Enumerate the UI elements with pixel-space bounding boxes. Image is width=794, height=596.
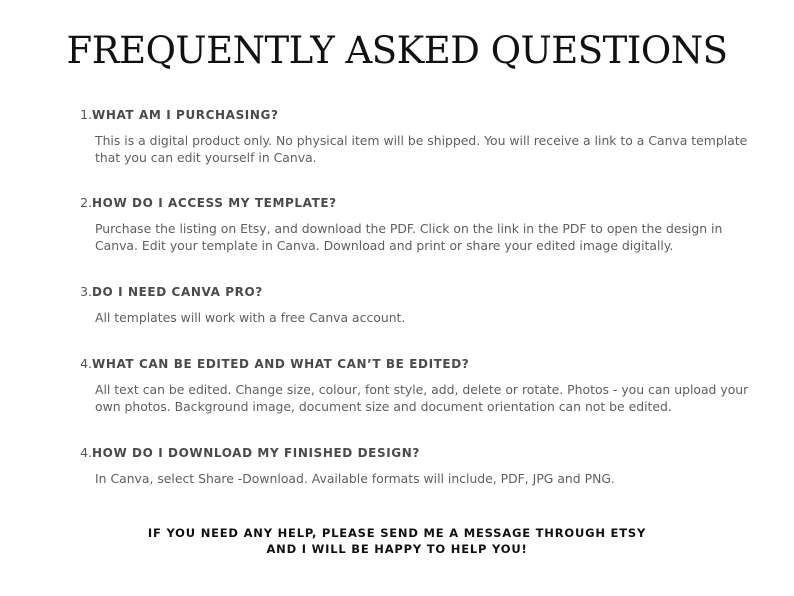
faq-answer: All text can be edited. Change size, colour, font style, add, delete or rotate. Photos - you can upload your own photos. Background image, document size and document orientation can not be edited. <box>95 382 749 414</box>
footer-line-1: IF YOU NEED ANY HELP, PLEASE SEND ME A MESSAGE THROUGH ETSY <box>147 526 647 540</box>
help-footer <box>0 525 794 557</box>
faq-number: 4. <box>80 356 92 371</box>
faq-question: HOW DO I DOWNLOAD MY FINISHED DESIGN? <box>92 446 420 460</box>
page-title: FREQUENTLY ASKED QUESTIONS <box>66 29 728 72</box>
faq-answer: Purchase the listing on Etsy, and download the PDF. Click on the link in the PDF to open the design in Canva. Edit your template in Canva. Download and print or share your edited image digitally. <box>95 221 723 253</box>
faq-answer: All templates will work with a free Canva account. <box>95 310 406 325</box>
faq-question: WHAT CAN BE EDITED AND WHAT CAN’T BE EDITED? <box>92 357 470 371</box>
faq-number: 2. <box>80 195 92 210</box>
faq-number: 3. <box>80 284 92 299</box>
faq-question: DO I NEED CANVA PRO? <box>92 285 263 299</box>
faq-question: WHAT AM I PURCHASING? <box>92 108 279 122</box>
faq-number: 1. <box>80 107 92 122</box>
faq-number: 4. <box>80 445 92 460</box>
faq-answer: This is a digital product only. No physical item will be shipped. You will receive a link to a Canva template that you can edit yourself in Canva. <box>95 133 748 165</box>
footer-line-2: AND I WILL BE HAPPY TO HELP YOU! <box>266 542 528 556</box>
faq-question: HOW DO I ACCESS MY TEMPLATE? <box>92 196 337 210</box>
faq-answer: In Canva, select Share -Download. Available formats will include, PDF, JPG and PNG. <box>95 471 615 486</box>
